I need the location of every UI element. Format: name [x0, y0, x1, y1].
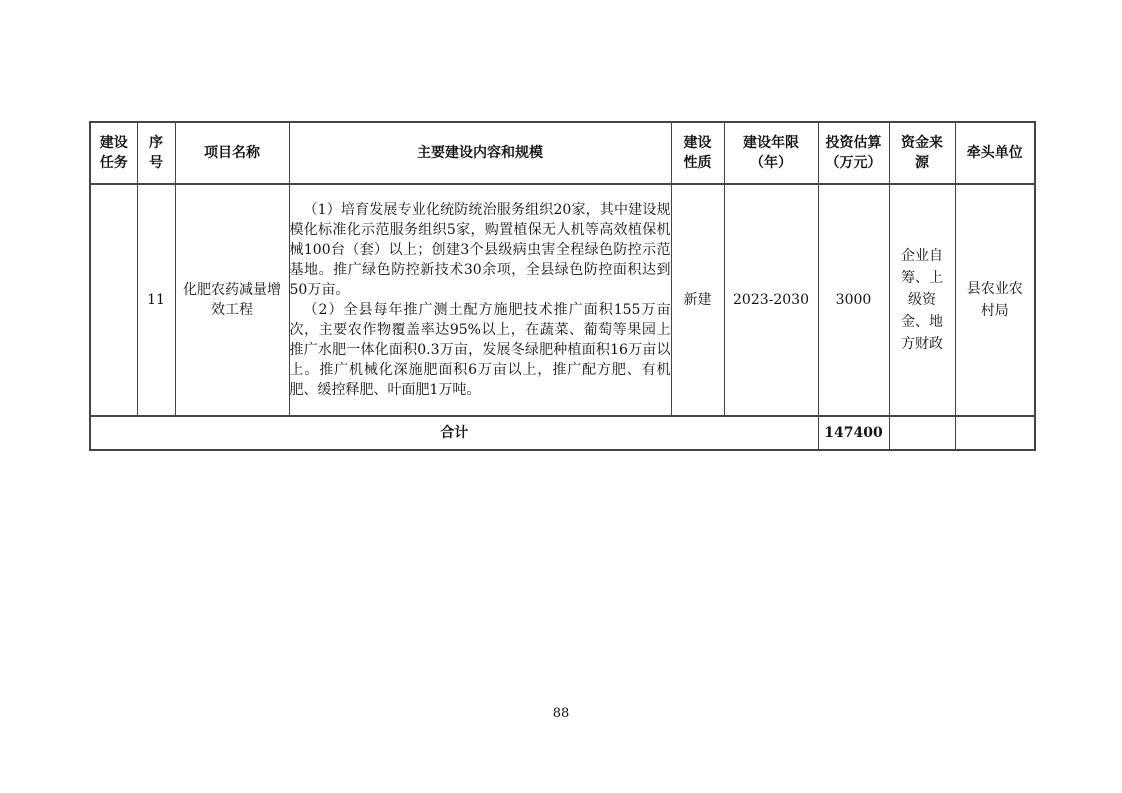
content-paragraph-2: （2）全县每年推广测土配方施肥技术推广面积155万亩次，主要农作物覆盖率达95%以上，在蔬菜、葡萄等果园上推广水肥一体化面积0.3万亩，发展冬绿肥种植面积16万亩以上。推广机械化深施肥面积6万亩以上，推广配方肥、有机肥、缓控释肥、叶面肥1万吨。	[289, 302, 671, 398]
total-unit	[955, 416, 1035, 450]
header-funding: 资金来源	[889, 122, 955, 184]
cell-content	[289, 184, 671, 416]
cell-seq: 11	[137, 184, 175, 416]
header-unit: 牵头单位	[955, 122, 1035, 184]
cell-funding: 企业自筹、上级资金、地方财政	[889, 184, 955, 416]
total-investment: 147400	[818, 416, 889, 450]
total-row	[90, 416, 1035, 450]
cell-nature: 新建	[671, 184, 724, 416]
table-header-row	[90, 122, 1035, 184]
header-period: 建设年限（年）	[724, 122, 818, 184]
total-funding	[889, 416, 955, 450]
total-label: 合计	[90, 416, 818, 450]
cell-task	[90, 184, 137, 416]
header-content: 主要建设内容和规模	[289, 122, 671, 184]
table-row	[90, 184, 1035, 416]
header-investment: 投资估算（万元）	[818, 122, 889, 184]
header-seq: 序号	[137, 122, 175, 184]
cell-unit: 县农业农村局	[955, 184, 1035, 416]
cell-investment: 3000	[818, 184, 889, 416]
cell-name: 化肥农药减量增效工程	[175, 184, 289, 416]
page-number: 88	[552, 706, 570, 721]
header-name: 项目名称	[175, 122, 289, 184]
header-nature: 建设性质	[671, 122, 724, 184]
project-table	[89, 121, 1036, 451]
header-task: 建设任务	[90, 122, 137, 184]
content-paragraph-1: （1）培育发展专业化统防统治服务组织20家，其中建设规模化标准化示范服务组织5家，购置植保无人机等高效植保机械100台（套）以上；创建3个县级病虫害全程绿色防控示范基地。推广绿色防控新技术30余项，全县绿色防控面积达到50万亩。	[289, 202, 671, 298]
cell-period: 2023-2030	[724, 184, 818, 416]
